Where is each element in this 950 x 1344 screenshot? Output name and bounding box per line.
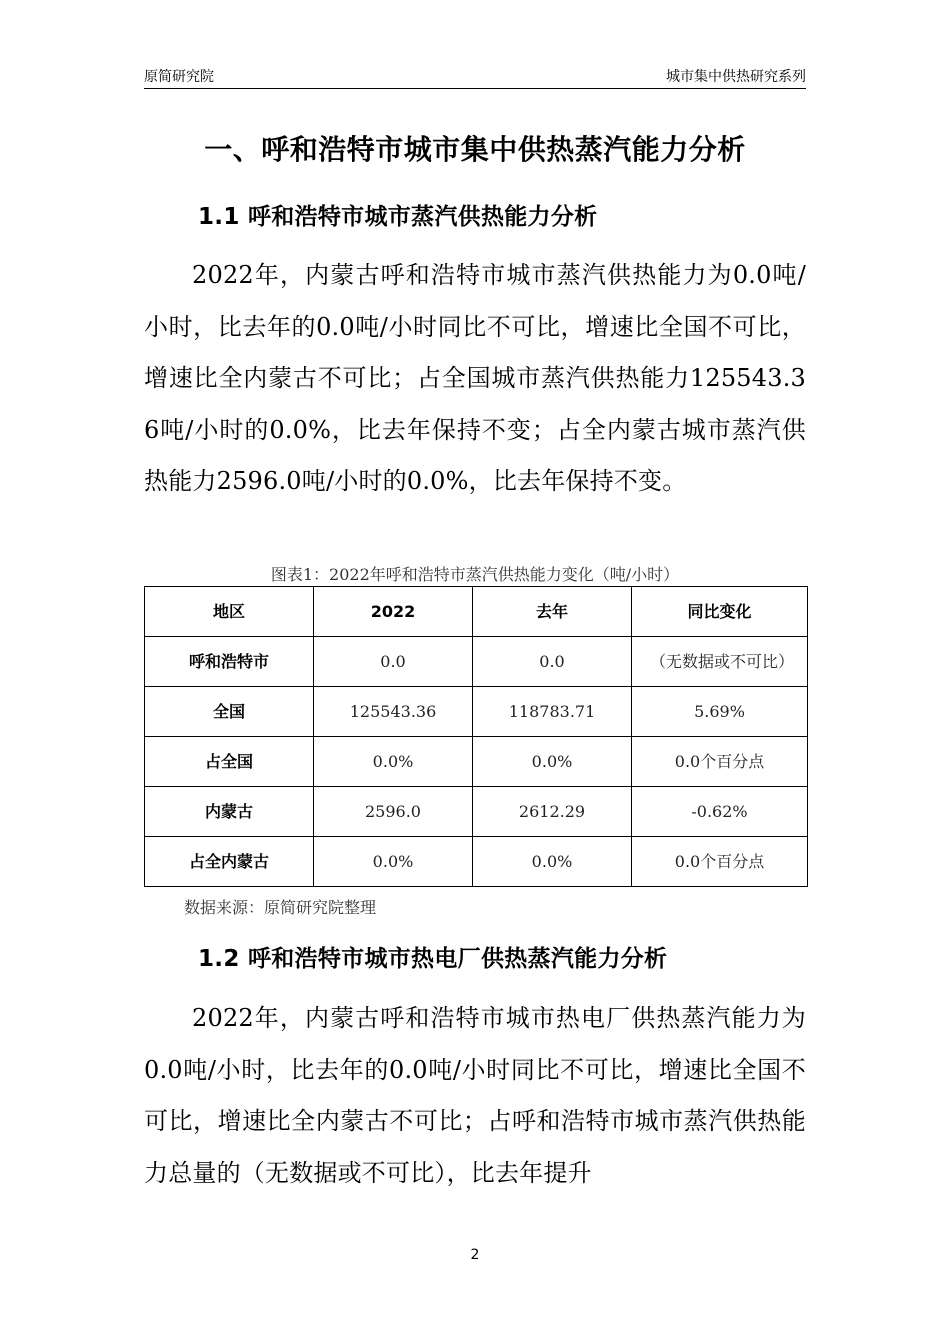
table-cell: -0.62% <box>632 787 808 837</box>
row-label: 占全国 <box>145 737 314 787</box>
page-number: 2 <box>470 1247 480 1263</box>
table-cell: 0.0% <box>473 737 632 787</box>
column-header: 地区 <box>145 587 314 637</box>
column-header: 2022 <box>314 587 473 637</box>
table-cell: 0.0 <box>314 637 473 687</box>
row-label: 占全内蒙古 <box>145 837 314 887</box>
header-org-name: 原简研究院 <box>144 69 214 85</box>
row-label: 内蒙古 <box>145 787 314 837</box>
data-table <box>144 586 808 887</box>
header-series-name: 城市集中供热研究系列 <box>666 69 806 85</box>
table-cell: 0.0% <box>314 737 473 787</box>
section-heading-1-1: 1.1 呼和浩特市城市蒸汽供热能力分析 <box>198 204 598 230</box>
table-cell: 0.0% <box>314 837 473 887</box>
table-header-row <box>145 587 808 637</box>
table-cell: 118783.71 <box>473 687 632 737</box>
section-heading-1-2: 1.2 呼和浩特市城市热电厂供热蒸汽能力分析 <box>198 946 668 972</box>
table-cell: 0.0个百分点 <box>632 737 808 787</box>
row-label: 全国 <box>145 687 314 737</box>
table-cell: 0.0个百分点 <box>632 837 808 887</box>
table-caption: 图表1：2022年呼和浩特市蒸汽供热能力变化（吨/小时） <box>270 565 680 584</box>
table-source-note: 数据来源：原简研究院整理 <box>184 898 377 917</box>
table-cell: 0.0 <box>473 637 632 687</box>
table-row <box>145 687 808 737</box>
table-cell: 125543.36 <box>314 687 473 737</box>
section-paragraph-1-1: 2022年，内蒙古呼和浩特市城市蒸汽供热能力为0.0吨/小时，比去年的0.0吨/小时同比不可比，增速比全国不可比，增速比全内蒙古不可比；占全国城市蒸汽供热能力125543.36吨/小时的0.0%，比去年保持不变；占全内蒙古城市蒸汽供热能力2596.0吨/小时的0.0%，比去年保持不变。 <box>144 261 806 495</box>
table-row <box>145 787 808 837</box>
page-title: 一、呼和浩特市城市集中供热蒸汽能力分析 <box>204 133 746 166</box>
table-row <box>145 637 808 687</box>
column-header: 去年 <box>473 587 632 637</box>
section-paragraph-1-2: 2022年，内蒙古呼和浩特市城市热电厂供热蒸汽能力为0.0吨/小时，比去年的0.0吨/小时同比不可比，增速比全国不可比，增速比全内蒙古不可比；占呼和浩特市城市蒸汽供热能力总量的（无数据或不可比），比去年提升 <box>144 1004 806 1187</box>
table-cell: （无数据或不可比） <box>632 637 808 687</box>
table-row <box>145 837 808 887</box>
table-cell: 0.0% <box>473 837 632 887</box>
table-cell: 2612.29 <box>473 787 632 837</box>
table-row <box>145 737 808 787</box>
table-cell: 5.69% <box>632 687 808 737</box>
header-divider <box>144 88 806 89</box>
column-header: 同比变化 <box>632 587 808 637</box>
table-cell: 2596.0 <box>314 787 473 837</box>
row-label: 呼和浩特市 <box>145 637 314 687</box>
